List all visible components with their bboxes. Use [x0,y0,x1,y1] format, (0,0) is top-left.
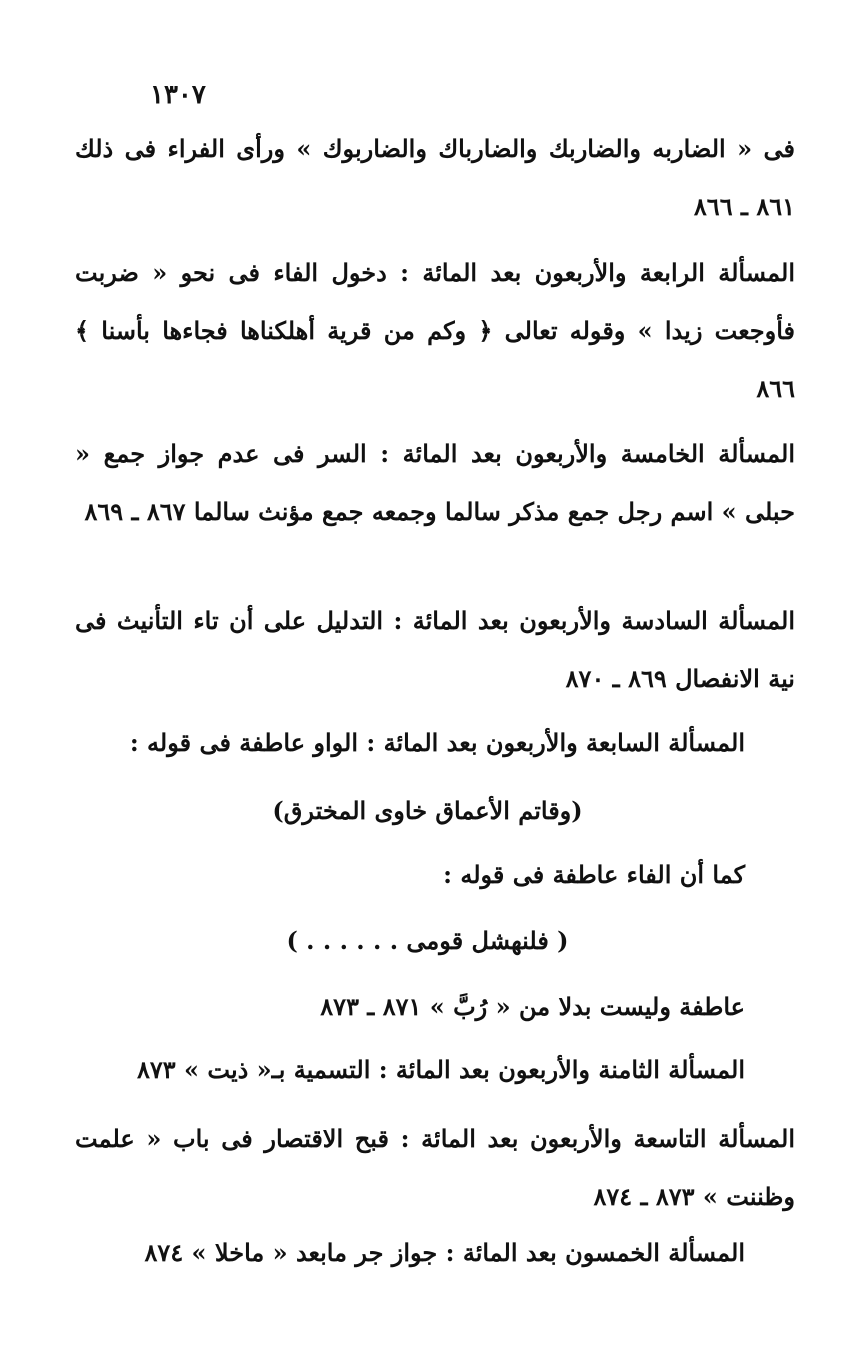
paragraph-issue-149: المسألة التاسعة والأربعون بعد المائة : قبح الاقتصار فى باب « علمت وظننت » ٨٧٣ ـ ٨٧٤ [75,1124,795,1211]
paragraph-issue-144: المسألة الرابعة والأربعون بعد المائة : دخول الفاء فى نحو « ضربت فأوجعت زيدا » وقوله تعالى ﴿ وكم من قرية أهلكناها فجاءها بأسنا ﴾ ٨٦٦ [75,258,795,403]
paragraph-issue-146: المسألة السادسة والأربعون بعد المائة : التدليل على أن تاء التأنيث فى نية الانفصال ٨٦٩ ـ ٨٧٠ [75,606,795,693]
paragraph-issue-147: المسألة السابعة والأربعون بعد المائة : الواو عاطفة فى قوله : [129,728,745,757]
paragraph-issue-150: المسألة الخمسون بعد المائة : جواز جر مابعد « ماخلا » ٨٧٤ [144,1238,745,1267]
line-comparison: كما أن الفاء عاطفة فى قوله : [443,860,745,889]
paragraph-issue-148: المسألة الثامنة والأربعون بعد المائة : التسمية بـ« ذيت » ٨٧٣ [137,1055,745,1084]
verse-quote-2: ( فلنهشل قومى . . . . . . ) [286,926,569,955]
page-number: ١٣٠٧ [150,80,206,110]
paragraph-continuation: فى « الضاربه والضاربك والضارباك والضاربوك » ورأى الفراء فى ذلك ٨٦١ ـ ٨٦٦ [75,134,795,221]
verse-quote-1: (وقاتم الأعماق خاوى المخترق) [272,796,583,825]
line-conclusion: عاطفة وليست بدلا من « رُبَّ » ٨٧١ ـ ٨٧٣ [320,992,745,1021]
paragraph-issue-145: المسألة الخامسة والأربعون بعد المائة : السر فى عدم جواز جمع « حبلى » اسم رجل جمع مذكر سالما وجمعه جمع مؤنث سالما ٨٦٧ ـ ٨٦٩ [75,439,795,526]
